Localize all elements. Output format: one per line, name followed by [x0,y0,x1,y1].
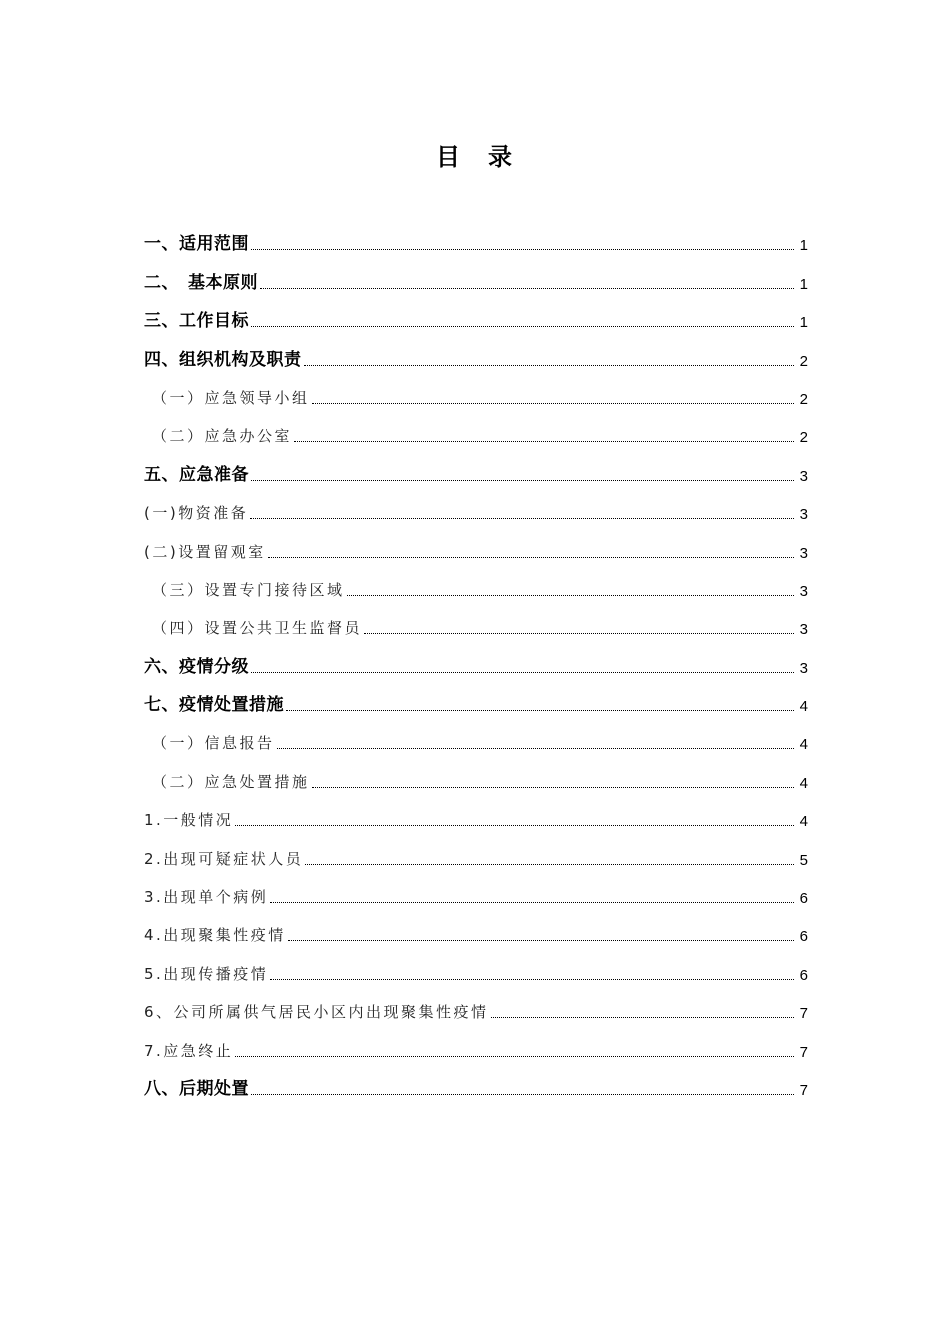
toc-dot-leader [294,441,794,442]
toc-entry-page: 7 [799,1005,808,1023]
toc-entry[interactable] [144,950,808,988]
toc-dot-leader [235,1056,794,1057]
toc-entry-label: 4.出现聚集性疫情 [144,926,286,945]
toc-dot-leader [251,249,794,250]
toc-dot-leader [250,518,794,519]
toc-entry-page: 1 [799,275,808,293]
toc-entry[interactable] [144,528,808,566]
toc-entry-page: 4 [799,813,808,831]
toc-entry-page: 3 [799,621,808,639]
toc-entry-page: 5 [799,851,808,869]
toc-dot-leader [286,710,794,711]
toc-entry-label: 7.应急终止 [144,1041,234,1060]
toc-entry-label: 5.出现传播疫情 [144,964,269,983]
toc-entry-label: 一、适用范围 [144,234,249,255]
toc-entry[interactable] [144,874,808,912]
toc-entry-label: 1.一般情况 [144,811,234,830]
toc-entry-page: 6 [799,966,808,984]
toc-dot-leader [270,979,794,980]
toc-dot-leader [304,365,795,366]
toc-entry[interactable] [144,682,808,720]
toc-entry[interactable] [144,1027,808,1065]
toc-dot-leader [288,940,794,941]
toc-entry-page: 7 [799,1043,808,1061]
toc-dot-leader [364,633,794,634]
toc-list [144,221,808,1104]
toc-entry-page: 3 [799,544,808,562]
toc-dot-leader [491,1017,794,1018]
toc-dot-leader [305,864,794,865]
toc-entry-label: 二、 基本原则 [144,272,258,293]
toc-entry-label: （四）设置公共卫生监督员 [152,619,363,638]
toc-entry-page: 6 [799,928,808,946]
toc-entry-label: （一）应急领导小组 [152,388,310,407]
toc-entry[interactable] [144,490,808,528]
toc-entry[interactable] [144,298,808,336]
toc-entry-page: 4 [799,698,808,716]
toc-entry-label: 三、工作目标 [144,311,249,332]
toc-entry[interactable] [144,835,808,873]
toc-entry[interactable] [144,643,808,681]
toc-entry-page: 3 [799,659,808,677]
toc-entry[interactable] [144,375,808,413]
toc-entry-page: 7 [799,1081,808,1099]
toc-dot-leader [260,288,794,289]
toc-entry-label: 四、组织机构及职责 [144,349,302,370]
toc-entry[interactable] [144,1066,808,1104]
toc-dot-leader [235,825,794,826]
toc-entry-label: (一)物资准备 [144,504,249,523]
toc-entry-page: 2 [799,429,808,447]
toc-entry-label: 七、疫情处置措施 [144,695,284,716]
toc-dot-leader [268,557,794,558]
toc-entry[interactable] [144,259,808,297]
toc-entry-label: 五、应急准备 [144,464,249,485]
toc-entry-label: 3.出现单个病例 [144,888,269,907]
toc-entry[interactable] [144,758,808,796]
toc-entry-label: （二）应急办公室 [152,427,293,446]
toc-entry-page: 3 [799,506,808,524]
toc-dot-leader [251,672,794,673]
toc-entry[interactable] [144,567,808,605]
toc-entry-page: 2 [799,352,808,370]
toc-entry-page: 2 [799,390,808,408]
toc-entry-label: (二)设置留观室 [144,542,266,561]
toc-entry-label: 六、疫情分级 [144,656,249,677]
toc-entry-label: （二）应急处置措施 [152,772,310,791]
toc-entry-page: 6 [799,890,808,908]
toc-entry-page: 3 [799,467,808,485]
toc-dot-leader [270,902,794,903]
toc-entry[interactable] [144,336,808,374]
toc-entry[interactable] [144,221,808,259]
toc-entry[interactable] [144,797,808,835]
toc-dot-leader [251,1094,794,1095]
toc-entry[interactable] [144,605,808,643]
toc-dot-leader [251,326,794,327]
toc-title: 目 录 [436,143,514,171]
toc-entry-page: 1 [799,237,808,255]
toc-dot-leader [347,595,794,596]
toc-dot-leader [277,748,794,749]
toc-entry[interactable] [144,989,808,1027]
toc-dot-leader [312,403,794,404]
toc-dot-leader [251,480,794,481]
toc-entry[interactable] [144,720,808,758]
toc-entry-label: （一）信息报告 [152,734,275,753]
toc-entry-page: 3 [799,582,808,600]
toc-dot-leader [312,787,794,788]
toc-entry-label: 2.出现可疑症状人员 [144,849,304,868]
toc-entry-label: （三）设置专门接待区域 [152,580,345,599]
toc-entry-page: 1 [799,314,808,332]
toc-entry-page: 4 [799,774,808,792]
toc-entry[interactable] [144,451,808,489]
toc-entry[interactable] [144,413,808,451]
toc-entry-page: 4 [799,736,808,754]
toc-entry-label: 6、公司所属供气居民小区内出现聚集性疫情 [144,1003,489,1022]
toc-entry[interactable] [144,912,808,950]
toc-entry-label: 八、后期处置 [144,1078,249,1099]
